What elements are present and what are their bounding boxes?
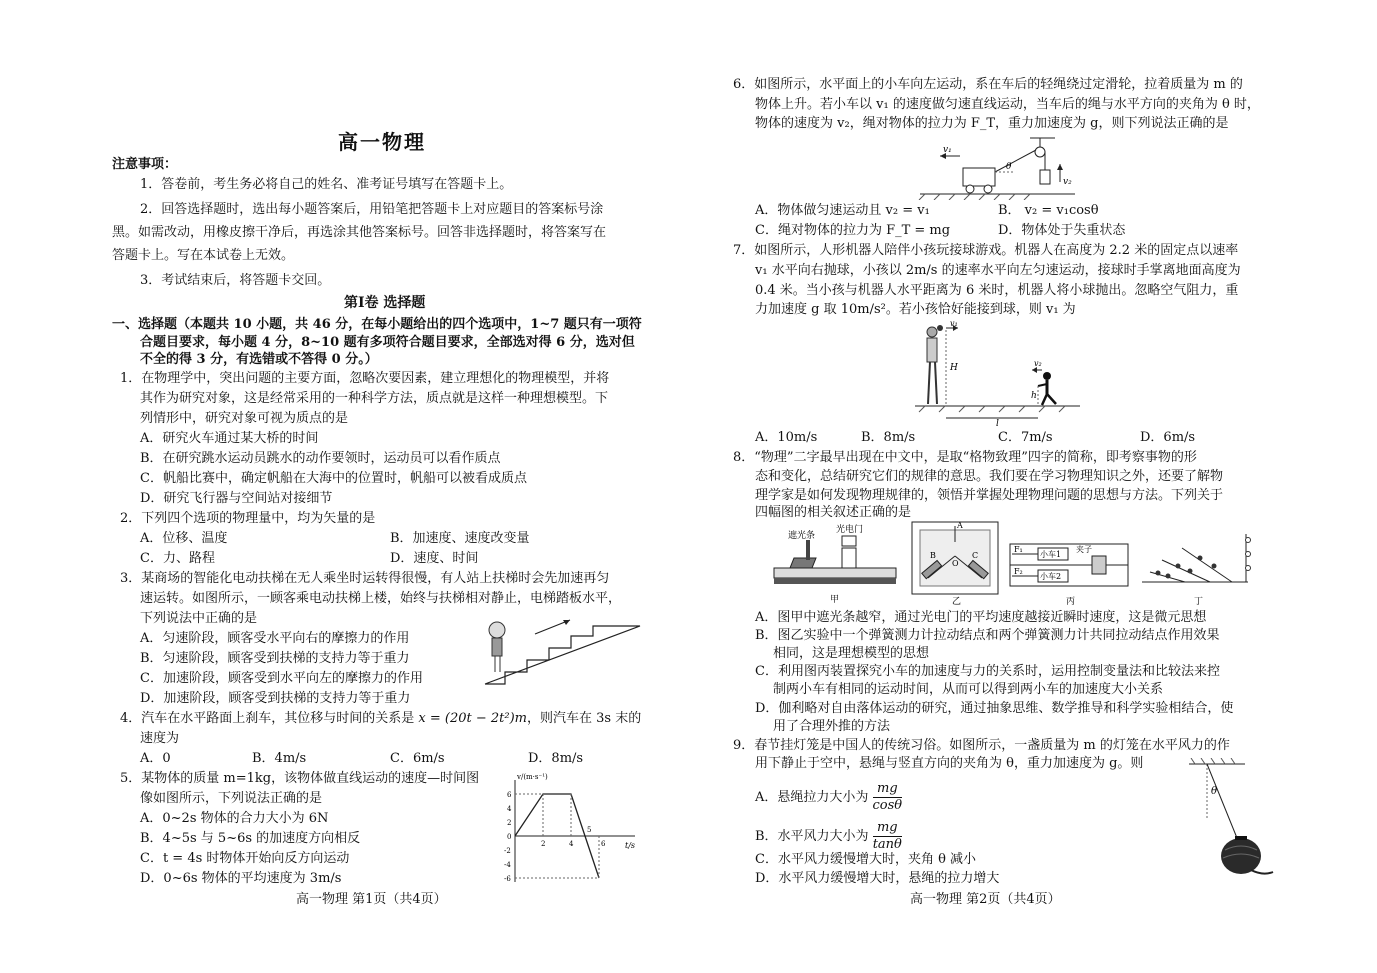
q6-stem-3: 物体的速度为 v₂，绳对物体的拉力为 F_T，重力加速度为 g，则下列说法正确的是 <box>755 116 1229 131</box>
robot-child-figure <box>910 320 1085 426</box>
q9-stem-2: 用下静止于空中，悬绳与竖直方向的夹角为 θ，重力加速度为 g。则 <box>755 756 1144 771</box>
q4-option-a: A．0 <box>140 751 171 766</box>
q2-option-c: C．力、路程 <box>140 551 215 566</box>
q8-option-a: A．图甲中遮光条越窄，通过光电门的平均速度越接近瞬时速度，这是微元思想 <box>755 610 1207 625</box>
q7-fig-h: h <box>1031 391 1037 401</box>
notice-2-cont2: 答题卡上。写在本试卷上无效。 <box>112 248 295 263</box>
lantern-figure <box>1185 758 1275 884</box>
q4-option-c: C．6m/s <box>390 751 445 766</box>
section-title: 第Ⅰ卷 选择题 <box>344 295 426 311</box>
q7-stem-2: v₁ 水平向右抛球，小孩以 2m/s 的速率水平向左匀速运动，接球时手掌离地面高度为 <box>755 263 1241 278</box>
q3-stem-3: 下列说法中正确的是 <box>140 611 258 626</box>
vt-xtick: 5 <box>587 826 592 834</box>
section-intro-3: 不全的得 3 分，有选错或不答得 0 分。） <box>140 352 378 367</box>
q1-option-c: C．帆船比赛中，确定帆船在大海中的位置时，帆船可以被看成质点 <box>140 471 527 486</box>
fig-text-F1: F₁ <box>1014 545 1023 554</box>
vt-ytick: -2 <box>504 847 511 855</box>
q6-stem-1: 6．如图所示，水平面上的小车向左运动，系在车后的轻绳绕过定滑轮，拉着质量为 m 的 <box>733 77 1243 92</box>
q7-option-a: A．10m/s <box>755 430 818 445</box>
q6-option-a: A．物体做匀速运动且 v₂ = v₁ <box>755 203 930 218</box>
q2-option-b: B．加速度、速度改变量 <box>390 531 530 546</box>
q7-option-b: B．8m/s <box>861 430 916 445</box>
vt-ytick: 6 <box>507 791 512 799</box>
vt-graph <box>495 772 645 886</box>
vt-xlabel: t/s <box>625 841 636 850</box>
q8-stem-3: 理学家是如何发现物理规律的，领悟并掌握处理物理问题的思想与方法。下列关于 <box>755 488 1224 503</box>
q5-stem-2: 像如图所示，下列说法正确的是 <box>140 791 323 806</box>
vt-ytick: -4 <box>504 861 511 869</box>
q4-stem-c: 速度为 <box>140 731 180 746</box>
vt-ytick: 2 <box>507 819 512 827</box>
q8-option-d: D．伽利略对自由落体运动的研究，通过抽象思维、数学推导和科学实验相结合，使 <box>755 701 1234 716</box>
vt-xtick: 6 <box>601 840 606 848</box>
q7-stem-3: 0.4 米。当小孩与机器人水平距离为 6 米时，机器人将小球抛出。忽略空气阻力，重 <box>755 283 1239 298</box>
q3-option-d: D．加速阶段，顾客受到扶梯的支持力等于重力 <box>140 691 411 706</box>
q1-option-b: B．在研究跳水运动员跳水的动作要领时，运动员可以看作质点 <box>140 451 501 466</box>
q9-b-num: mg <box>873 820 902 837</box>
fig-label-ding: 丁 <box>1194 597 1204 607</box>
fig-label-bing: 丙 <box>1066 597 1076 607</box>
q9-option-a <box>755 781 902 814</box>
q7-option-d: D．6m/s <box>1140 430 1196 445</box>
fig-text-O: O <box>952 559 959 568</box>
q5-stem-1: 5．某物体的质量 m=1kg，该物体做直线运动的速度—时间图 <box>120 771 480 786</box>
vt-ylabel: v/(m·s⁻¹) <box>517 773 548 781</box>
q3-stem-1: 3．某商场的智能化电动扶梯在无人乘坐时运转得很慢，有人站上扶梯时会先加速再匀 <box>120 571 610 586</box>
page-title: 高一物理 <box>338 130 426 154</box>
q5-option-d: D．0~6s 物体的平均速度为 3m/s <box>140 871 342 886</box>
fig-label-yi: 乙 <box>952 597 962 607</box>
cart-pulley-figure <box>915 134 1085 200</box>
footer-left: 高一物理 第1页（共4页） <box>296 892 447 907</box>
fig-label-jia: 甲 <box>830 595 840 605</box>
q9-option-a-fraction <box>873 781 903 814</box>
fig-bing <box>1010 544 1128 607</box>
q6-option-c: C．绳对物体的拉力为 F_T = mg <box>755 223 951 238</box>
notice-1: 1．答卷前，考生务必将自己的姓名、准考证号填写在答题卡上。 <box>140 177 513 192</box>
fig-text-car2: 小车2 <box>1040 572 1062 581</box>
q9-b-den: tanθ <box>872 837 902 852</box>
q9-option-a-label: A．悬绳拉力大小为 <box>755 790 869 805</box>
q9-a-den: cosθ <box>872 798 903 813</box>
vt-ytick: 0 <box>507 833 512 841</box>
q1-stem-2: 其作为研究对象，这是经常采用的一种科学方法，质点就是这样一种理想模型。下 <box>140 391 609 406</box>
q4-stem <box>120 709 641 729</box>
notice-3: 3．考试结束后，将答题卡交回。 <box>140 273 331 288</box>
fig-text-F2: F₂ <box>1014 567 1023 576</box>
fig-ding <box>1142 534 1251 607</box>
q7-stem-1: 7．如图所示，人形机器人陪伴小孩玩接球游戏。机器人在高度为 2.2 米的固定点以速率 <box>733 243 1239 258</box>
q1-option-d: D．研究飞行器与空间站对接细节 <box>140 491 333 506</box>
notice-2-cont: 黑。如需改动，用橡皮擦干净后，再选涂其他答案标号。回答非选择题时，将答案写在 <box>112 225 607 240</box>
q4-stem-b: ，则汽车在 3s 末的 <box>527 711 642 726</box>
q4-option-d: D．8m/s <box>528 751 584 766</box>
fig-text-A: A <box>957 521 963 530</box>
q8-stem-4: 四幅图的相关叙述正确的是 <box>755 505 912 520</box>
q3-option-a: A．匀速阶段，顾客受水平向右的摩擦力的作用 <box>140 631 410 646</box>
q2-option-a: A．位移、温度 <box>140 531 228 546</box>
q8-option-b-cont: 相同，这是理想模型的思想 <box>773 646 930 661</box>
fig-text-clip: 夹子 <box>1076 545 1092 554</box>
q9-option-c: C．水平风力缓慢增大时，夹角 θ 减小 <box>755 852 977 867</box>
section-intro-1: 一、选择题（本题共 10 小题，共 46 分，在每小题给出的四个选项中，1~7 题只有一项符 <box>112 317 642 332</box>
notice-header: 注意事项： <box>112 157 178 172</box>
q9-option-b-fraction <box>873 820 902 853</box>
q5-option-b: B．4~5s 与 5~6s 的加速度方向相反 <box>140 831 361 846</box>
q4-stem-a: 4．汽车在水平路面上刹车，其位移与时间的关系是 <box>120 711 415 726</box>
vt-ytick: -6 <box>504 875 511 883</box>
q8-option-c-cont: 制两小车有相同的运动时间，从而可以得到两小车的加速度大小关系 <box>773 682 1164 697</box>
q9-option-b <box>755 820 902 853</box>
vt-xtick: 4 <box>569 840 574 848</box>
fig-yi <box>912 521 998 607</box>
q6-fig-theta: θ <box>1006 162 1012 172</box>
q3-option-c: C．加速阶段，顾客受到水平向左的摩擦力的作用 <box>140 671 423 686</box>
q1-stem-1: 1．在物理学中，突出问题的主要方面，忽略次要因素，建立理想化的物理模型，并将 <box>120 371 610 386</box>
q8-figures <box>770 520 1270 608</box>
q7-fig-v1: v₁ <box>950 320 958 328</box>
q5-option-a: A．0~2s 物体的合力大小为 6N <box>140 811 329 826</box>
q8-option-d-cont: 用了合理外推的方法 <box>773 719 891 734</box>
q7-fig-H: H <box>950 363 958 373</box>
q3-option-b: B．匀速阶段，顾客受到扶梯的支持力等于重力 <box>140 651 410 666</box>
q9-a-num: mg <box>873 781 903 798</box>
notice-2: 2．回答选择题时，选出每小题答案后，用铅笔把答题卡上对应题目的答案标号涂 <box>140 202 604 217</box>
footer-right: 高一物理 第2页（共4页） <box>910 892 1061 907</box>
escalator-figure <box>475 612 645 687</box>
q2-stem: 2．下列四个选项的物理量中，均为矢量的是 <box>120 511 376 526</box>
q6-fig-v1: v₁ <box>943 145 952 155</box>
q8-stem-1: 8．“物理”二字最早出现在中文中，是取“格物致理”四字的简称，即考察事物的形 <box>733 450 1197 465</box>
fig-jia <box>774 523 896 605</box>
q9-option-d: D．水平风力缓慢增大时，悬绳的拉力增大 <box>755 871 1000 886</box>
q6-option-d: D．物体处于失重状态 <box>998 223 1126 238</box>
q8-stem-2: 态和变化，总结研究它们的规律的意思。我们要在学习物理知识之外，还要了解物 <box>755 469 1224 484</box>
q6-fig-v2: v₂ <box>1063 177 1072 187</box>
q7-fig-l: l <box>996 419 999 426</box>
fig-text-car1: 小车1 <box>1040 550 1062 559</box>
q1-stem-3: 列情形中，研究对象可视为质点的是 <box>140 411 349 426</box>
fig-text-B: B <box>930 551 936 560</box>
section-intro-2: 合题目要求，每小题 4 分，8~10 题有多项符合题目要求，全部选对得 6 分，选对但 <box>140 335 635 350</box>
q9-option-b-label: B．水平风力大小为 <box>755 829 869 844</box>
q3-stem-2: 速运转。如图所示，一顾客乘电动扶梯上楼，始终与扶梯相对静止，电梯踏板水平， <box>140 591 622 606</box>
q8-option-c: C．利用图丙装置探究小车的加速度与力的关系时，运用控制变量法和比较法来控 <box>755 664 1220 679</box>
q6-option-b: B． v₂ = v₁cosθ <box>998 203 1099 218</box>
q8-option-b: B．图乙实验中一个弹簧测力计拉动结点和两个弹簧测力计共同拉动结点作用效果 <box>755 628 1220 643</box>
q6-stem-2: 物体上升。若小车以 v₁ 的速度做匀速直线运动，当车后的绳与水平方向的夹角为 θ 时， <box>755 97 1260 112</box>
q7-fig-v2: v₂ <box>1034 359 1042 368</box>
q7-stem-4: 力加速度 g 取 10m/s²。若小孩恰好能接到球，则 v₁ 为 <box>755 302 1076 317</box>
q4-formula: x = (20t − 2t²)m <box>418 711 528 726</box>
fig-text-zheguangtiao: 遮光条 <box>788 531 816 541</box>
q5-option-c: C．t = 4s 时物体开始向反方向运动 <box>140 851 350 866</box>
q4-option-b: B．4m/s <box>252 751 307 766</box>
vt-ytick: 4 <box>507 805 512 813</box>
vt-xtick: 2 <box>541 840 546 848</box>
q7-option-c: C．7m/s <box>998 430 1053 445</box>
q1-option-a: A．研究火车通过某大桥的时间 <box>140 431 319 446</box>
q2-option-d: D．速度、时间 <box>390 551 479 566</box>
q9-stem-1: 9．春节挂灯笼是中国人的传统习俗。如图所示，一盏质量为 m 的灯笼在水平风力的作 <box>733 738 1230 753</box>
fig-text-C: C <box>972 551 979 560</box>
fig-text-guangdianmen: 光电门 <box>836 525 864 535</box>
q9-fig-theta: θ <box>1211 786 1218 797</box>
